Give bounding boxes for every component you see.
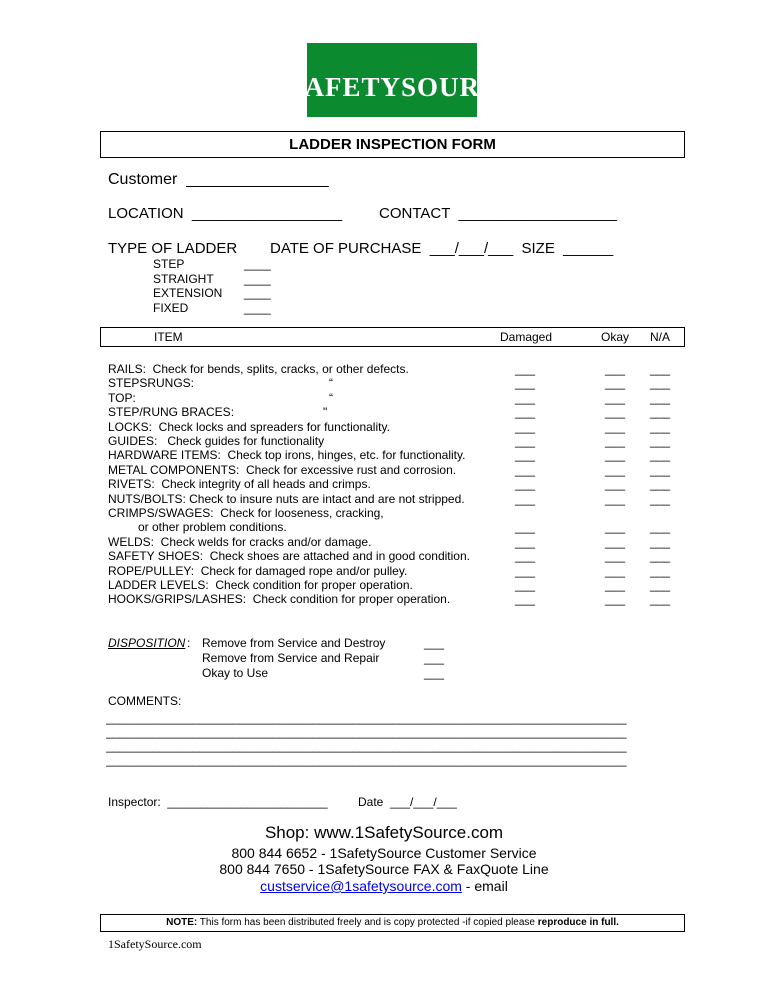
okay-blank[interactable]: ___ (605, 390, 626, 405)
check-item: METAL COMPONENTS: Check for excessive rust and corrosion. (108, 462, 457, 477)
okay-blank[interactable]: ___ (605, 419, 626, 434)
logo-name: SAFETYSOURCE (288, 71, 520, 102)
check-item: HOOKS/GRIPS/LASHES: Check condition for proper operation. (108, 592, 451, 607)
na-blank[interactable]: ___ (650, 563, 671, 578)
check-item: LOCKS: Check locks and spreaders for functionality. (108, 419, 390, 434)
header-na: N/A (650, 330, 671, 344)
damaged-blank[interactable]: ___ (515, 491, 536, 506)
damaged-blank[interactable]: ___ (515, 405, 536, 420)
phone-customer-service: 800 844 6652 - 1SafetySource Customer Service (231, 845, 537, 861)
ladder-type-label: EXTENSION (153, 286, 223, 300)
form-title: LADDER INSPECTION FORM (100, 131, 685, 158)
damaged-blank[interactable]: ___ (515, 376, 536, 391)
ladder-type-blank[interactable]: ____ (244, 271, 271, 286)
okay-blank[interactable]: ___ (605, 563, 626, 578)
okay-blank[interactable]: ___ (605, 477, 626, 492)
damaged-blank[interactable]: ___ (515, 462, 536, 477)
okay-blank[interactable]: ___ (605, 491, 626, 506)
ditto-mark: “ (329, 390, 333, 405)
check-item: GUIDES: Check guides for functionality (108, 434, 325, 448)
damaged-blank[interactable]: ___ (515, 390, 536, 405)
note-bold: reproduce in full. (537, 917, 619, 928)
disposition-blank[interactable]: ___ (424, 651, 445, 665)
company-logo (264, 43, 520, 117)
ditto-mark: “ (329, 376, 333, 391)
na-blank[interactable]: ___ (650, 578, 671, 592)
na-blank[interactable]: ___ (650, 448, 671, 463)
na-blank[interactable]: ___ (650, 419, 671, 434)
ladder-type-label: STEP (153, 257, 185, 271)
disposition-colon: : (187, 636, 191, 650)
check-item: SAFETY SHOES: Check shoes are attached and in good condition. (108, 549, 470, 564)
na-blank[interactable]: ___ (650, 520, 671, 535)
header-damaged: Damaged (500, 330, 553, 344)
okay-blank[interactable]: ___ (605, 448, 626, 463)
okay-blank[interactable]: ___ (605, 362, 626, 376)
email-suffix: - email (461, 878, 508, 894)
check-item: RIVETS: Check integrity of all heads and crimps. (108, 477, 371, 492)
note-text: This form has been distributed freely and is copy protected -if copied please (197, 917, 538, 928)
na-blank[interactable]: ___ (650, 390, 671, 405)
na-blank[interactable]: ___ (650, 405, 671, 420)
na-blank[interactable]: ___ (650, 362, 671, 376)
header-item: ITEM (154, 330, 183, 344)
site-footer: 1SafetySource.com (108, 937, 202, 951)
check-item: CRIMPS/SWAGES: Check for looseness, cracking, (108, 506, 384, 520)
purchase-size-field[interactable]: DATE OF PURCHASE ___/___/___ SIZE ______ (270, 240, 614, 257)
comment-line[interactable]: ______________________________________________________________________________ (106, 711, 627, 725)
damaged-blank[interactable]: ___ (515, 592, 536, 607)
ladder-type-blank[interactable]: ____ (244, 257, 271, 271)
damaged-blank[interactable]: ___ (515, 362, 536, 376)
na-blank[interactable]: ___ (650, 549, 671, 564)
ladder-type-label: TYPE OF LADDER (108, 240, 238, 257)
ladder-type-blank[interactable]: ____ (244, 286, 271, 300)
check-item: STEP/RUNG BRACES: (108, 405, 235, 420)
note-label: NOTE: (166, 917, 198, 928)
email-line (0, 878, 768, 894)
customer-field[interactable]: Customer ________________ (108, 171, 329, 188)
check-item: STEPSRUNGS: (108, 376, 195, 391)
damaged-blank[interactable]: ___ (515, 534, 536, 549)
comments-label: COMMENTS: (108, 694, 182, 708)
okay-blank[interactable]: ___ (605, 462, 626, 477)
check-item: NUTS/BOLTS: Check to insure nuts are intact and are not stripped. (108, 491, 465, 506)
damaged-blank[interactable]: ___ (515, 477, 536, 492)
okay-blank[interactable]: ___ (605, 434, 626, 448)
ladder-type-label: FIXED (153, 300, 189, 315)
check-item: WELDS: Check welds for cracks and/or damage. (108, 534, 372, 549)
damaged-blank[interactable]: ___ (515, 419, 536, 434)
check-item: ROPE/PULLEY: Check for damaged rope and/or pulley. (108, 563, 408, 578)
check-item: TOP: (108, 390, 136, 405)
na-blank[interactable]: ___ (650, 434, 671, 448)
phone-fax: 800 844 7650 - 1SafetySource FAX & FaxQuote Line (219, 861, 549, 877)
okay-blank[interactable]: ___ (605, 520, 626, 535)
okay-blank[interactable]: ___ (605, 376, 626, 391)
na-blank[interactable]: ___ (650, 534, 671, 549)
copyright-note (100, 914, 685, 932)
damaged-blank[interactable]: ___ (515, 448, 536, 463)
damaged-blank[interactable]: ___ (515, 520, 536, 535)
comment-line[interactable]: ______________________________________________________________________________ (106, 753, 627, 767)
contact-field[interactable]: CONTACT ___________________ (379, 205, 617, 222)
date-field[interactable]: Date ___/___/___ (358, 795, 457, 809)
comment-line[interactable]: ______________________________________________________________________________ (106, 739, 627, 753)
disposition-blank[interactable]: ___ (424, 636, 445, 650)
na-blank[interactable]: ___ (650, 592, 671, 607)
disposition-blank[interactable]: ___ (424, 666, 445, 680)
header-okay: Okay (601, 330, 630, 344)
disposition-option: Remove from Service and Destroy (202, 636, 386, 650)
na-blank[interactable]: ___ (650, 477, 671, 492)
ladder-type-label: STRAIGHT (153, 271, 214, 286)
check-item: LADDER LEVELS: Check condition for proper operation. (108, 578, 413, 592)
okay-blank[interactable]: ___ (605, 534, 626, 549)
check-item: HARDWARE ITEMS: Check top irons, hinges, etc. for functionality. (108, 448, 466, 463)
okay-blank[interactable]: ___ (605, 592, 626, 607)
comment-line[interactable]: ______________________________________________________________________________ (106, 725, 627, 739)
disposition-label: DISPOSITION (108, 636, 186, 650)
okay-blank[interactable]: ___ (605, 549, 626, 564)
na-blank[interactable]: ___ (650, 491, 671, 506)
disposition-option: Remove from Service and Repair (202, 651, 380, 665)
shop-url: Shop: www.1SafetySource.com (264, 823, 504, 842)
ditto-mark: " (323, 405, 328, 420)
okay-blank[interactable]: ___ (605, 405, 626, 420)
location-field[interactable]: LOCATION __________________ (108, 205, 343, 222)
logo-numeral: 1 (264, 54, 289, 106)
damaged-blank[interactable]: ___ (515, 563, 536, 578)
damaged-blank[interactable]: ___ (515, 549, 536, 564)
disposition-option: Okay to Use (202, 666, 269, 680)
table-header (100, 327, 685, 347)
ladder-type-blank[interactable]: ____ (244, 300, 271, 315)
damaged-blank[interactable]: ___ (515, 434, 536, 448)
inspector-field[interactable]: Inspector: ________________________ (108, 795, 328, 809)
email-link[interactable]: custservice@1safetysource.com (260, 878, 462, 894)
check-item: RAILS: Check for bends, splits, cracks, or other defects. (108, 362, 409, 376)
check-item: or other problem conditions. (108, 520, 287, 535)
na-blank[interactable]: ___ (650, 376, 671, 391)
damaged-blank[interactable]: ___ (515, 578, 536, 592)
okay-blank[interactable]: ___ (605, 578, 626, 592)
na-blank[interactable]: ___ (650, 462, 671, 477)
